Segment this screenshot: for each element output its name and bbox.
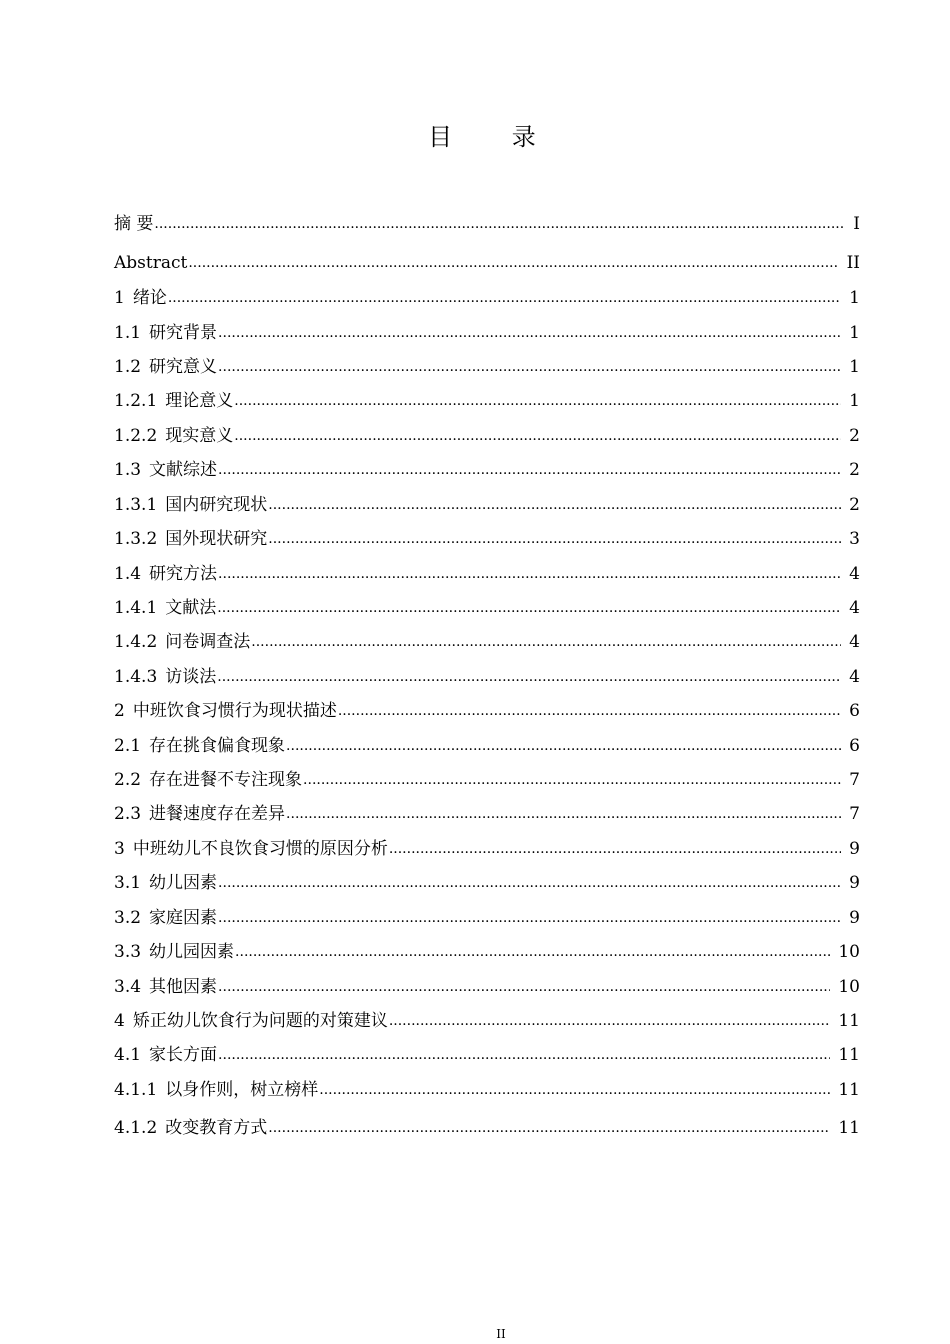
toc-entry-number: 1.2.1	[114, 391, 158, 411]
toc-entry[interactable]	[114, 666, 860, 688]
toc-entry-page: 11	[838, 1011, 860, 1031]
toc-entry-number: 3.1	[114, 873, 142, 893]
toc-entry-page: 4	[849, 564, 860, 584]
toc-entry-page: 1	[849, 323, 860, 343]
toc-entry[interactable]	[114, 631, 860, 653]
toc-entry-number: 1.4.2	[114, 632, 158, 652]
toc-entry-title: 国外现状研究	[165, 529, 268, 549]
toc-entry-page: 4	[849, 598, 860, 618]
toc-entry-title: 改变教育方式	[165, 1118, 268, 1138]
toc-entry-page: 11	[838, 1118, 860, 1138]
toc-entry-page: 11	[838, 1045, 860, 1065]
toc-entry-page: 4	[849, 667, 860, 687]
toc-entry-title: 文献法	[165, 598, 217, 618]
toc-entry-page: 7	[849, 804, 860, 824]
toc-entry-page: 3	[849, 529, 860, 549]
toc-entry[interactable]	[114, 563, 860, 585]
toc-entry-number: 1.3.1	[114, 495, 158, 515]
toc-dot-leader	[268, 528, 841, 550]
toc-dot-leader	[218, 907, 841, 929]
toc-dot-leader	[217, 597, 841, 619]
toc-entry-page: 9	[849, 839, 860, 859]
toc-entry-page: 2	[849, 495, 860, 515]
toc-dot-leader	[319, 1079, 830, 1101]
toc-entry-title: 理论意义	[165, 391, 234, 411]
toc-dot-leader	[234, 425, 841, 447]
toc-dot-leader	[303, 769, 841, 791]
toc-entry-number: 2	[114, 701, 125, 721]
toc-entry-number: 1.3.2	[114, 529, 158, 549]
toc-entry-page: 2	[849, 460, 860, 480]
toc-entry[interactable]	[114, 356, 860, 378]
toc-dot-leader	[286, 803, 841, 825]
toc-entry-number: 3.3	[114, 942, 142, 962]
toc-entry[interactable]	[114, 322, 860, 344]
toc-dot-leader	[268, 494, 841, 516]
toc-entry-number: 1.1	[114, 323, 142, 343]
toc-entry-number: 1.4.1	[114, 598, 158, 618]
toc-entry-title: 绪论	[132, 288, 167, 308]
toc-entry-title: 研究背景	[149, 323, 218, 343]
toc-entry-title: 研究意义	[149, 357, 218, 377]
toc-entry-page: I	[853, 214, 860, 234]
toc-entry-number: 4	[114, 1011, 125, 1031]
toc-dot-leader	[218, 976, 830, 998]
toc-entry-number: 4.1.2	[114, 1118, 158, 1138]
toc-dot-leader	[217, 666, 841, 688]
toc-entry-number: 2.3	[114, 804, 142, 824]
toc-entry[interactable]	[114, 700, 860, 722]
toc-entry-page: 6	[849, 736, 860, 756]
toc-entry-page: 7	[849, 770, 860, 790]
toc-dot-leader	[218, 1044, 830, 1066]
toc-entry-title: 中班饮食习惯行为现状描述	[132, 701, 337, 721]
toc-entry-number: 1.3	[114, 460, 142, 480]
toc-entry-title: Abstract	[114, 253, 188, 273]
toc-dot-leader	[389, 1010, 831, 1032]
toc-entry[interactable]	[114, 907, 860, 929]
toc-entry-page: 10	[838, 942, 860, 962]
toc-dot-leader	[218, 563, 841, 585]
toc-entry[interactable]	[114, 213, 860, 235]
toc-entry-number: 1.4	[114, 564, 142, 584]
toc-dot-leader	[154, 213, 845, 235]
toc-dot-leader	[338, 700, 841, 722]
toc-entry[interactable]	[114, 1044, 860, 1066]
toc-entry-page: 1	[849, 357, 860, 377]
toc-entry-page: 1	[849, 391, 860, 411]
footer-page-number: II	[496, 1327, 506, 1341]
toc-entry[interactable]	[114, 252, 860, 274]
toc-entry-page: 10	[838, 977, 860, 997]
toc-entry-title: 家长方面	[149, 1045, 218, 1065]
toc-entry-number: 1.2.2	[114, 426, 158, 446]
toc-dot-leader	[235, 941, 830, 963]
toc-entry-title: 以身作则，树立榜样	[165, 1080, 319, 1100]
toc-entry-number: 1	[114, 288, 125, 308]
toc-entry-title: 研究方法	[149, 564, 218, 584]
toc-dot-leader	[234, 390, 841, 412]
toc-entry-number: 3.2	[114, 908, 142, 928]
toc-dot-leader	[268, 1117, 830, 1139]
toc-entry-number: 2.2	[114, 770, 142, 790]
toc-entry-page: 4	[849, 632, 860, 652]
toc-entry[interactable]	[114, 941, 860, 963]
toc-entry[interactable]	[114, 769, 860, 791]
toc-entry-title: 存在挑食偏食现象	[149, 736, 286, 756]
toc-entry-title: 其他因素	[149, 977, 218, 997]
toc-entry[interactable]	[114, 1010, 860, 1032]
toc-dot-leader	[218, 459, 841, 481]
toc-dot-leader	[218, 356, 841, 378]
toc-entry[interactable]	[114, 976, 860, 998]
toc-entry-page: 11	[838, 1080, 860, 1100]
toc-entry-title: 幼儿园因素	[149, 942, 235, 962]
toc-dot-leader	[168, 287, 841, 309]
toc-dot-leader	[251, 631, 841, 653]
toc-entry[interactable]	[114, 425, 860, 447]
toc-dot-leader	[286, 735, 841, 757]
toc-entry-page: 9	[849, 873, 860, 893]
toc-list	[114, 0, 860, 1200]
toc-entry-number: 4.1.1	[114, 1080, 158, 1100]
toc-entry-number: 4.1	[114, 1045, 142, 1065]
toc-entry[interactable]	[114, 803, 860, 825]
toc-title: 目 录	[428, 123, 562, 151]
toc-dot-leader	[218, 322, 841, 344]
toc-entry[interactable]	[114, 494, 860, 516]
toc-entry-title: 中班幼儿不良饮食习惯的原因分析	[132, 839, 388, 859]
toc-entry[interactable]	[114, 1117, 860, 1139]
toc-entry[interactable]	[114, 735, 860, 757]
toc-entry-number: 1.4.3	[114, 667, 158, 687]
toc-entry-page: II	[846, 253, 860, 273]
toc-entry-page: 9	[849, 908, 860, 928]
toc-entry-title: 现实意义	[165, 426, 234, 446]
toc-entry-title: 进餐速度存在差异	[149, 804, 286, 824]
toc-dot-leader	[389, 838, 841, 860]
toc-entry-page: 6	[849, 701, 860, 721]
toc-dot-leader	[188, 252, 838, 274]
toc-entry[interactable]	[114, 838, 860, 860]
toc-entry-title: 访谈法	[165, 667, 217, 687]
toc-entry-title: 幼儿因素	[149, 873, 218, 893]
toc-entry[interactable]	[114, 459, 860, 481]
toc-entry-title: 家庭因素	[149, 908, 218, 928]
toc-entry-title: 摘 要	[114, 214, 154, 234]
toc-entry-title: 问卷调查法	[165, 632, 251, 652]
toc-entry-title: 矫正幼儿饮食行为问题的对策建议	[132, 1011, 388, 1031]
toc-entry-page: 1	[849, 288, 860, 308]
toc-dot-leader	[218, 872, 841, 894]
toc-entry-number: 1.2	[114, 357, 142, 377]
toc-entry-title: 国内研究现状	[165, 495, 268, 515]
toc-entry[interactable]	[114, 1079, 860, 1101]
toc-entry-number: 3.4	[114, 977, 142, 997]
toc-entry[interactable]	[114, 390, 860, 412]
toc-entry-title: 存在进餐不专注现象	[149, 770, 303, 790]
toc-entry-number: 3	[114, 839, 125, 859]
toc-entry[interactable]	[114, 597, 860, 619]
toc-entry-page: 2	[849, 426, 860, 446]
toc-entry[interactable]	[114, 872, 860, 894]
toc-entry-number: 2.1	[114, 736, 142, 756]
toc-entry-title: 文献综述	[149, 460, 218, 480]
toc-entry[interactable]	[114, 287, 860, 309]
toc-entry[interactable]	[114, 528, 860, 550]
